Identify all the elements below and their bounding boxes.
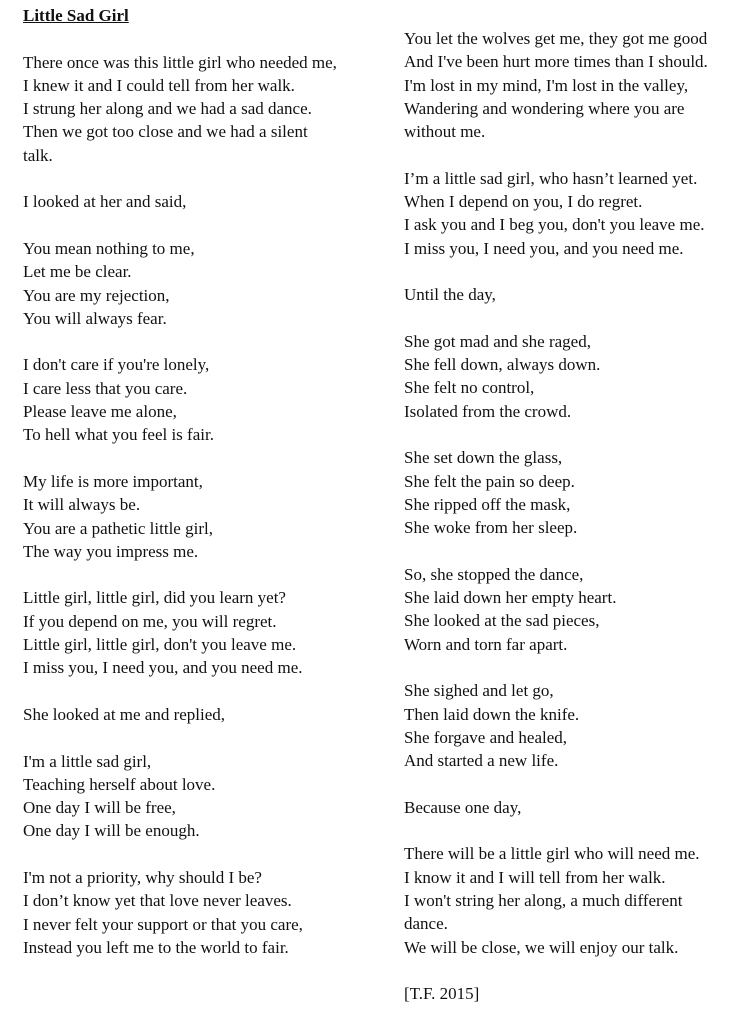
poem-line: She got mad and she raged, — [404, 331, 591, 351]
poem-line: She forgave and healed, — [404, 727, 568, 747]
poem-line: without me. — [404, 122, 486, 142]
poem-line: You will always fear. — [23, 308, 167, 328]
stanza — [404, 283, 736, 306]
poem-line: I know it and I will tell from her walk. — [404, 867, 666, 887]
stanza — [23, 470, 383, 563]
stanza — [23, 703, 383, 726]
poem-line: [T.F. 2015] — [404, 984, 480, 1004]
right-stanzas — [404, 27, 736, 1005]
poem-line: Please leave me alone, — [23, 402, 177, 422]
stanza — [23, 237, 383, 330]
poem-line: Teaching herself about love. — [23, 774, 216, 794]
stanza — [23, 750, 383, 843]
poem-line: She looked at the sad pieces, — [404, 611, 600, 631]
stanza-gap — [23, 843, 383, 866]
left-stanzas — [23, 51, 383, 960]
poem-line: I’m a little sad girl, who hasn’t learned yet. — [404, 168, 698, 188]
poem-line: She woke from her sleep. — [404, 518, 578, 538]
poem-line: Isolated from the crowd. — [404, 401, 572, 421]
poem-line: When I depend on you, I do regret. — [404, 192, 643, 212]
poem-line: She looked at me and replied, — [23, 704, 226, 724]
poem-line: Little girl, little girl, did you learn yet? — [23, 588, 286, 608]
stanza — [23, 51, 383, 167]
poem-line: I ask you and I beg you, don't you leave me. — [404, 215, 705, 235]
poem-line: I care less that you care. — [23, 378, 188, 398]
poem-line: Because one day, — [404, 797, 522, 817]
stanza-gap — [404, 959, 736, 982]
poem-line: You are a pathetic little girl, — [23, 518, 213, 538]
poem-line: There will be a little girl who will need me. — [404, 844, 700, 864]
poem-line: I don't care if you're lonely, — [23, 355, 210, 375]
stanza — [404, 796, 736, 819]
poem-line: Then we got too close and we had a silent — [23, 122, 308, 142]
poem-line: If you depend on me, you will regret. — [23, 611, 277, 631]
poem-line: I knew it and I could tell from her walk. — [23, 75, 295, 95]
poem-line: Little girl, little girl, don't you leave me. — [23, 635, 297, 655]
poem-line: I'm a little sad girl, — [23, 751, 152, 771]
stanza-gap — [404, 260, 736, 283]
poem-line: She fell down, always down. — [404, 355, 601, 375]
poem-line: She sighed and let go, — [404, 681, 554, 701]
poem-line: You mean nothing to me, — [23, 238, 195, 258]
poem-line: Instead you left me to the world to fair. — [23, 937, 289, 957]
poem-line: dance. — [404, 914, 448, 934]
poem-line: I miss you, I need you, and you need me. — [404, 238, 684, 258]
stanza-gap — [23, 563, 383, 586]
poem-line: Worn and torn far apart. — [404, 634, 568, 654]
poem-line: She laid down her empty heart. — [404, 588, 617, 608]
poem-line: And I've been hurt more times than I should. — [404, 52, 708, 72]
stanza-gap — [404, 773, 736, 796]
poem-line: So, she stopped the dance, — [404, 564, 584, 584]
poem-line: She ripped off the mask, — [404, 494, 571, 514]
poem-line: I never felt your support or that you care, — [23, 914, 303, 934]
poem-line: And started a new life. — [404, 751, 559, 771]
stanza — [23, 190, 383, 213]
stanza-gap — [404, 540, 736, 563]
poem-line: Until the day, — [404, 285, 496, 305]
poem-line: I don’t know yet that love never leaves. — [23, 891, 292, 911]
stanza-gap — [23, 447, 383, 470]
poem-title: Little Sad Girl — [23, 6, 129, 25]
stanza — [404, 27, 736, 143]
poem-line: There once was this little girl who needed me, — [23, 52, 337, 72]
stanza — [404, 167, 736, 260]
poem-line: She set down the glass, — [404, 448, 563, 468]
poem-line: She felt no control, — [404, 378, 535, 398]
stanza-gap — [23, 680, 383, 703]
poem-line: You let the wolves get me, they got me good — [404, 29, 708, 48]
stanza — [404, 330, 736, 423]
poem-line: One day I will be enough. — [23, 821, 200, 841]
poem-line: I'm lost in my mind, I'm lost in the valley, — [404, 75, 689, 95]
poem-line: My life is more important, — [23, 471, 203, 491]
poem-line: You are my rejection, — [23, 285, 170, 305]
stanza — [404, 982, 736, 1005]
poem-line: I looked at her and said, — [23, 192, 187, 212]
poem-line: I won't string her along, a much different — [404, 890, 683, 910]
poem-line: Then laid down the knife. — [404, 704, 580, 724]
poem-line: We will be close, we will enjoy our talk. — [404, 937, 679, 957]
stanza-gap — [404, 143, 736, 166]
stanza-gap — [23, 726, 383, 749]
left-column — [23, 4, 383, 959]
stanza-gap — [404, 819, 736, 842]
poem-line: The way you impress me. — [23, 541, 199, 561]
stanza-gap — [23, 330, 383, 353]
stanza — [404, 563, 736, 656]
stanza-gap — [404, 656, 736, 679]
poem-line: I strung her along and we had a sad dance. — [23, 99, 312, 119]
stanza-gap — [404, 307, 736, 330]
stanza — [404, 842, 736, 958]
right-column — [404, 27, 736, 1005]
poem-line: I miss you, I need you, and you need me. — [23, 658, 303, 678]
stanza — [23, 866, 383, 959]
stanza — [404, 446, 736, 539]
stanza-gap — [23, 214, 383, 237]
stanza — [404, 679, 736, 772]
stanza — [23, 353, 383, 446]
poem-line: Let me be clear. — [23, 262, 132, 282]
poem-line: I'm not a priority, why should I be? — [23, 867, 262, 887]
poem-line: Wandering and wondering where you are — [404, 98, 685, 118]
stanza — [23, 586, 383, 679]
poem-line: To hell what you feel is fair. — [23, 425, 214, 445]
stanza-gap — [404, 423, 736, 446]
poem-line: It will always be. — [23, 495, 141, 515]
poem-line: talk. — [23, 145, 53, 165]
poem-line: One day I will be free, — [23, 798, 176, 818]
stanza-gap — [23, 167, 383, 190]
poem-line: She felt the pain so deep. — [404, 471, 575, 491]
stanza-gap — [23, 27, 383, 50]
